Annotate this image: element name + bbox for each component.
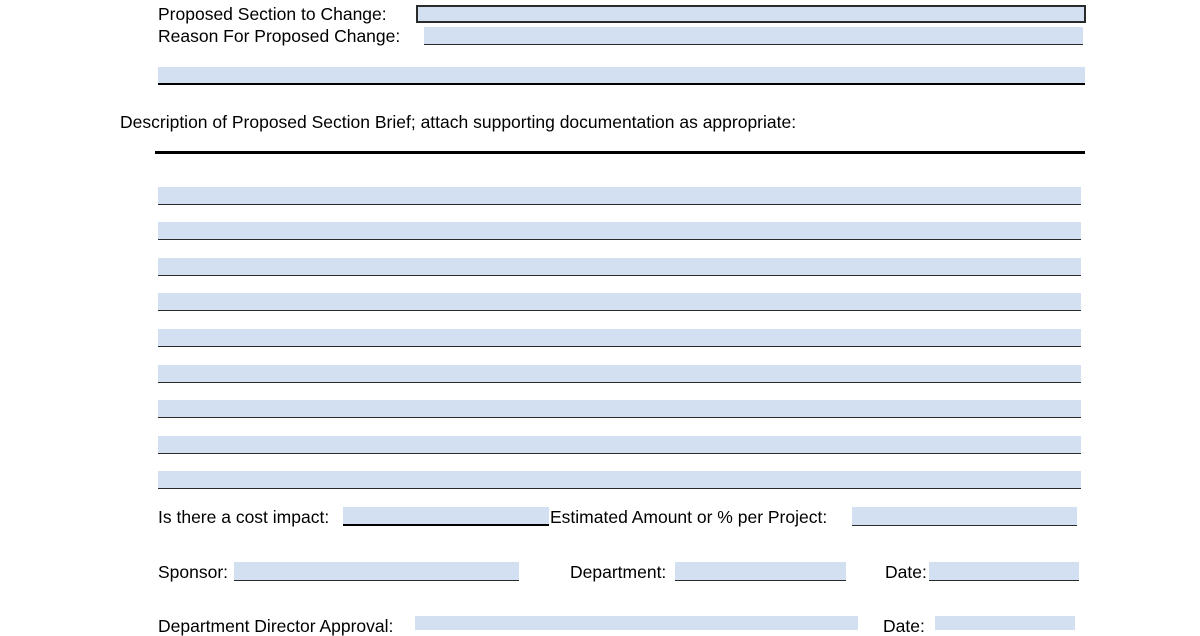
- description-line-8[interactable]: [158, 436, 1081, 454]
- description-label: Description of Proposed Section Brief; attach supporting documentation as appropriate:: [120, 112, 797, 132]
- description-line-5[interactable]: [158, 329, 1081, 347]
- description-line-7[interactable]: [158, 400, 1081, 418]
- estimated-amount-field[interactable]: [852, 507, 1077, 526]
- description-line-6[interactable]: [158, 365, 1081, 383]
- description-line-4[interactable]: [158, 293, 1081, 311]
- estimated-amount-label: Estimated Amount or % per Project:: [550, 507, 828, 527]
- reason-label: Reason For Proposed Change:: [158, 26, 401, 46]
- description-line-1[interactable]: [158, 187, 1081, 205]
- director-approval-label: Department Director Approval:: [158, 616, 394, 636]
- date2-label: Date:: [883, 616, 925, 636]
- director-approval-field[interactable]: [415, 616, 858, 630]
- cost-impact-field[interactable]: [343, 507, 549, 526]
- description-top-rule: [155, 151, 1085, 154]
- description-line-3[interactable]: [158, 258, 1081, 276]
- department-field[interactable]: [675, 562, 846, 581]
- proposed-section-label: Proposed Section to Change:: [158, 4, 387, 24]
- sponsor-field[interactable]: [234, 562, 519, 581]
- description-line-2[interactable]: [158, 222, 1081, 240]
- reason-field-line-2[interactable]: [158, 67, 1085, 85]
- sponsor-label: Sponsor:: [158, 562, 229, 582]
- date-label: Date:: [885, 562, 927, 582]
- date-field[interactable]: [929, 562, 1079, 581]
- proposed-section-field[interactable]: [416, 5, 1086, 23]
- date2-field[interactable]: [935, 616, 1075, 630]
- department-label: Department:: [570, 562, 667, 582]
- reason-field[interactable]: [424, 27, 1083, 45]
- description-line-9[interactable]: [158, 471, 1081, 489]
- cost-impact-label: Is there a cost impact:: [158, 507, 330, 527]
